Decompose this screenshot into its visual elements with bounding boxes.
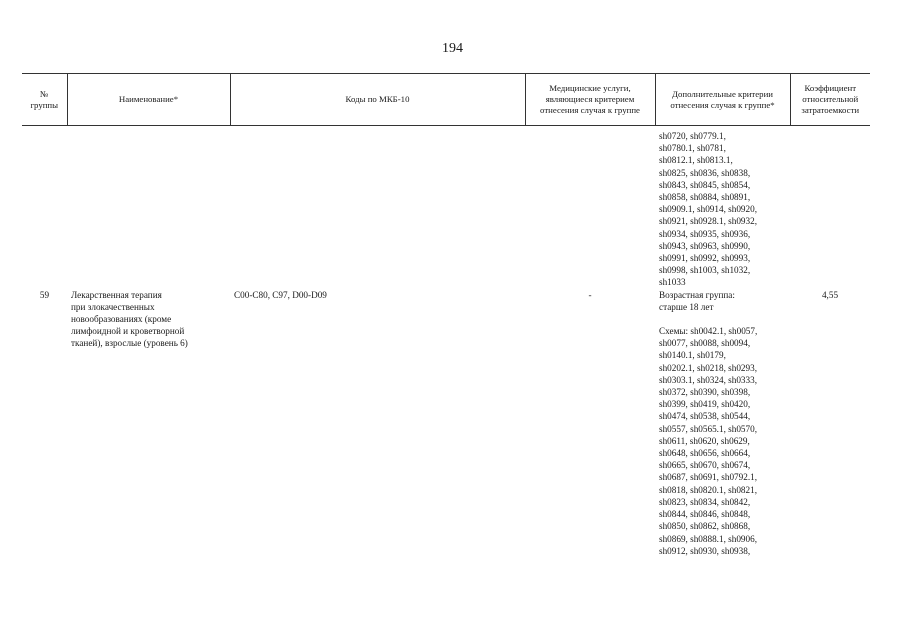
group-name: Лекарственная терапия при злокачественных новообразованиях (кроме лимфоидной и кроветворной тканей), взрослые (уровень 6)	[71, 289, 188, 349]
table-row	[22, 289, 870, 557]
header-medical-services: Медицинские услуги, являющиеся критерием отнесения случая к группе	[525, 74, 655, 126]
age-group-value: старше 18 лет	[659, 301, 714, 312]
icd-codes: C00-C80, C97, D00-D09	[234, 289, 327, 300]
continuation-criteria: sh0720, sh0779.1, sh0780.1, sh0781, sh0812.1, sh0813.1, sh0825, sh0836, sh0838, sh0843, sh0845, sh0854, sh0858, sh0884, sh0891, sh0909.1, sh0914, sh0920, sh0921, sh0928.1, sh0932, sh0934, sh0935, sh0936, sh0943, sh0963, sh0990, sh0991, sh0992, sh0993, sh0998, sh1003, sh1032, sh1033	[659, 131, 758, 288]
continuation-row	[22, 130, 870, 289]
age-group-label: Возрастная группа:	[659, 289, 735, 300]
header-group-number: № группы	[22, 74, 67, 126]
header-name: Наименование*	[67, 74, 230, 126]
cost-coefficient: 4,55	[821, 289, 839, 300]
header-additional-criteria: Дополнительные критерии отнесения случая к группе*	[655, 74, 790, 126]
additional-criteria: Возрастная группа: старше 18 лет Схемы: sh0042.1, sh0057, sh0077, sh0088, sh0094, sh0140.1, sh0179, sh0202.1, sh0218, sh0293, sh0303.1, sh0324, sh0333, sh0372, sh0390, sh0398, sh0399, sh0419, sh0420, sh0474, sh0538, sh0544, sh0557, sh0565.1, sh0570, sh0611, sh0620, sh0629, sh0648, sh0656, sh0664, sh0665, sh0670, sh0674, sh0687, sh0691, sh0792.1, sh0818, sh0820.1, sh0821, sh0823, sh0834, sh0842, sh0844, sh0846, sh0848, sh0850, sh0862, sh0868, sh0869, sh0888.1, sh0906, sh0912, sh0930, sh0938,	[655, 289, 790, 557]
medical-services: -	[588, 289, 592, 300]
tariff-table	[22, 73, 870, 557]
group-number: 59	[39, 289, 50, 300]
header-icd-codes: Коды по МКБ-10	[230, 74, 525, 126]
page-number: 194	[442, 41, 463, 56]
header-cost-coefficient: Коэффициент относительной затратоемкости	[790, 74, 870, 126]
table-header-row	[22, 74, 870, 126]
